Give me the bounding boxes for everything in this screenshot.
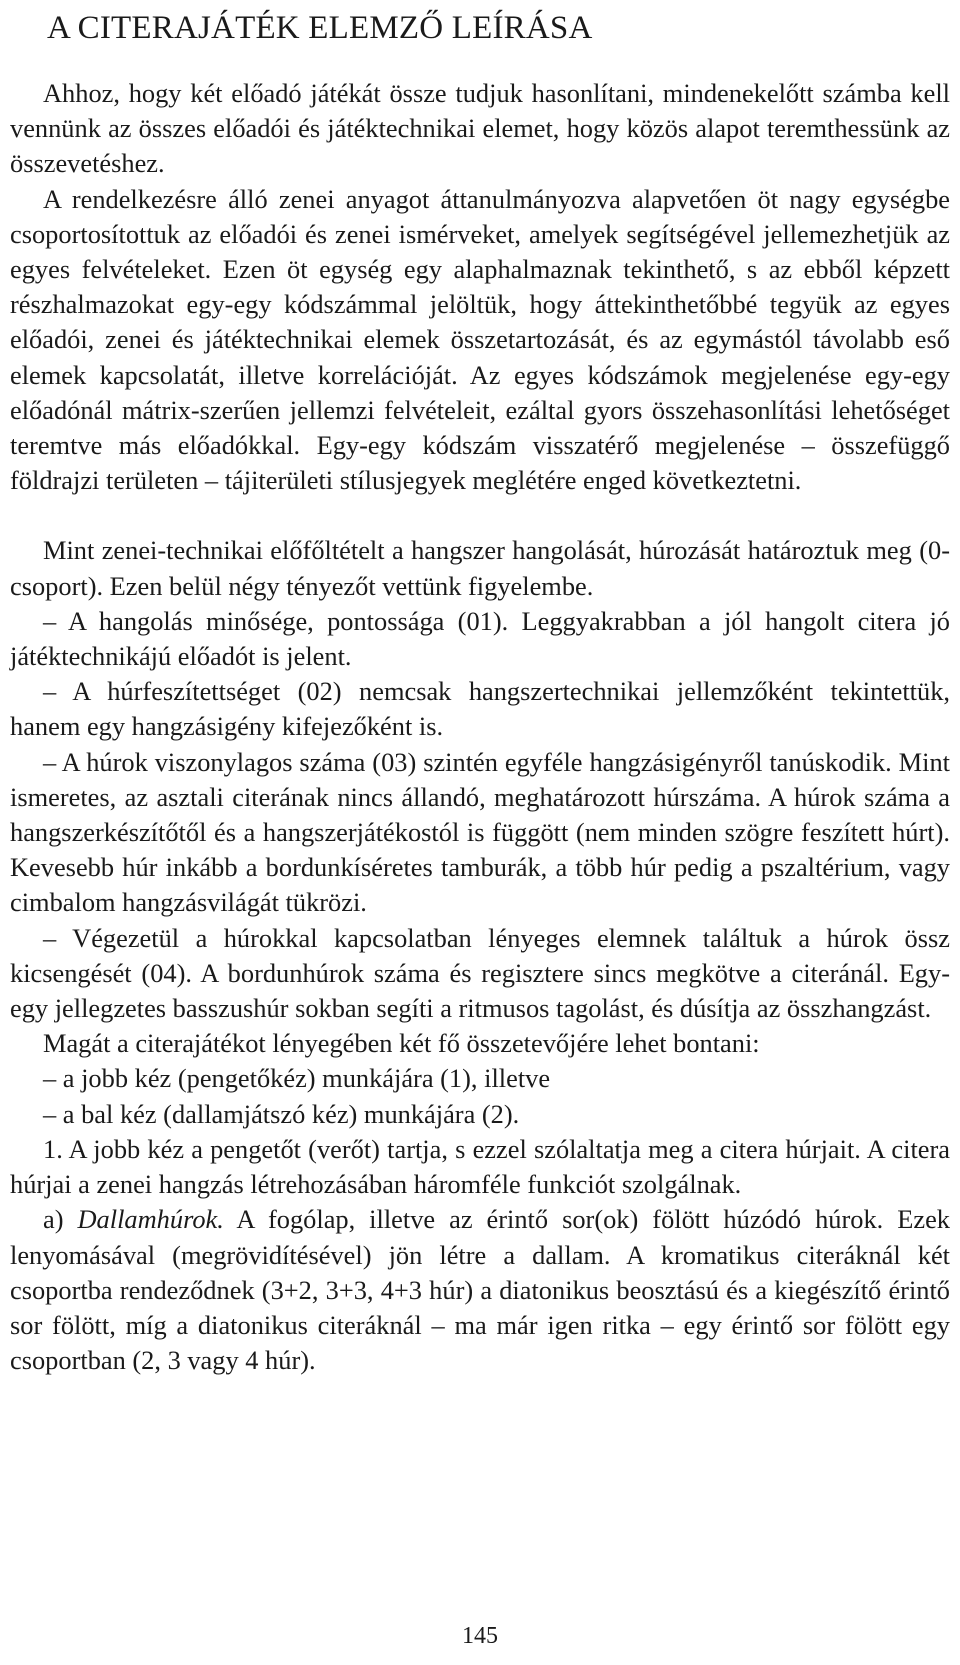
paragraph: A rendelkezésre álló zenei anyagot áttanulmányozva alapvetően öt nagy egységbe csoportosítottuk az előadói és zenei ismérveket, amelyek segítségével jellemezhetjük az egyes felvételeket. Ezen öt egység egy alaphalmaznak tekinthető, s az ebből képzett részhalmazokat egy-egy kódszámmal jelöltük, hogy áttekinthetőbbé tegyük az egyes előadói, zenei és játéktechnikai elemek összetartozását, és az egymástól távolabb eső elemek kapcsolatát, illetve korrelációját. Az egyes kódszámok megjelenése egy-egy előadónál mátrix-szerűen jellemzi felvételeit, ezáltal gyors összehasonlítási lehetőséget teremtve más előadókkal. Egy-egy kódszám visszatérő megjelenése – összefüggő földrajzi területen – tájiterületi stílusjegyek meglétére enged következtetni. [10, 183, 950, 496]
paragraph: Magát a citerajátékot lényegében két fő összetevőjére lehet bontani: [43, 1028, 760, 1059]
paragraph-text: A fogólap, illetve az érintő sor(ok) fölött húzódó húrok. Ezek lenyomásával (megrövidítésével) jön létre a dallam. A kromatikus citeráknál két csoportba rendeződnek (3+2, 3+3, 4+3 húr) a diatonikus beosztású és a kiegészítő érintő sor fölött, míg a diatonikus citeráknál – ma már igen ritka – egy érintő sor fölött egy csoportban (2, 3 vagy 4 húr). [10, 1204, 951, 1376]
paragraph: – A húrfeszítettséget (02) nemcsak hangszertechnikai jellemzőként tekintettük, hanem egy hangzásigény kifejezőként is. [10, 676, 950, 742]
page-number: 145 [462, 1623, 498, 1649]
paragraph: – a jobb kéz (pengetőkéz) munkájára (1), illetve [43, 1063, 551, 1094]
paragraph: Mint zenei-technikai előfőltételt a hangszer hangolását, húrozását határoztuk meg (0-csoport). Ezen belül négy tényezőt vettünk figyelembe. [10, 535, 950, 601]
paragraph: – Végezetül a húrokkal kapcsolatban lényeges elemnek találtuk a húrok össz kicsengését (04). A bordunhúrok száma és regisztere sincs megkötve a citeránál. Egy-egy jellegzetes basszushúr sokban segíti a ritmusos tagolást, és dúsítja az összhangzást. [10, 922, 950, 1024]
paragraph: – a bal kéz (dallamjátszó kéz) munkájára (2). [43, 1098, 520, 1129]
paragraph-dallamhurok [10, 1202, 950, 1378]
page-title: A CITERAJÁTÉK ELEMZŐ LEÍRÁSA [47, 10, 593, 46]
page-body [10, 76, 950, 1378]
italic-term: Dallamhúrok. [77, 1204, 224, 1235]
paragraph: Ahhoz, hogy két előadó játékát össze tudjuk hasonlítani, mindenekelőtt számba kell vennünk az összes előadói és játéktechnikai elemet, hogy közös alapot teremthessünk az összevetéshez. [10, 78, 950, 179]
paragraph: – A húrok viszonylagos száma (03) szintén egyféle hangzásigényről tanúskodik. Mint ismeretes, az asztali citerának nincs állandó, meghatározott húrszáma. A húrok száma a hangszerkészítőtől és a hangszerjátékostól is függött (nem minden szögre feszített húrt). Kevesebb húr inkább a bordunkíséretes tamburák, a több húr pedig a pszaltérium, vagy cimbalom hangzásvilágát tükrözi. [10, 746, 950, 918]
paragraph-prefix: a) [43, 1204, 78, 1235]
paragraph: 1. A jobb kéz a pengetőt (verőt) tartja, s ezzel szólaltatja meg a citera húrjait. A citera húrjai a zenei hangzás létrehozásában háromféle funkciót szolgálnak. [10, 1133, 950, 1200]
paragraph: – A hangolás minősége, pontossága (01). Leggyakrabban a jól hangolt citera jó játéktechnikájú előadót is jelent. [10, 605, 950, 672]
